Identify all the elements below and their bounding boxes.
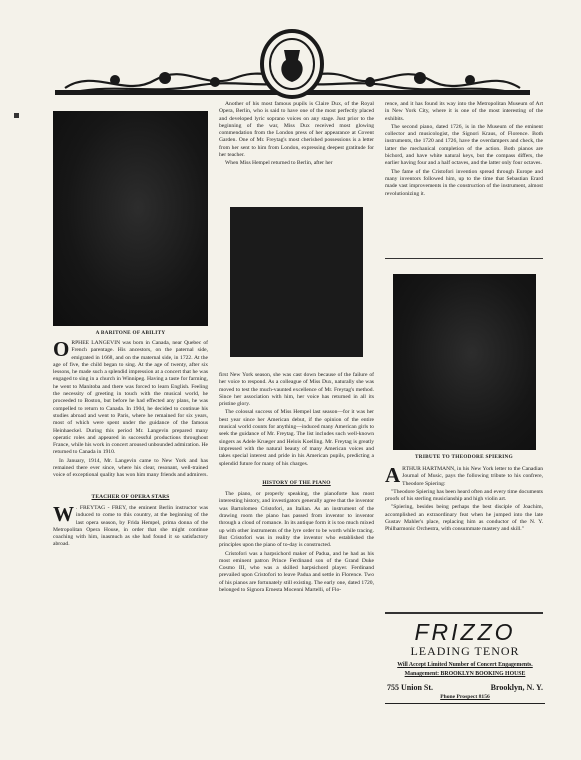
page-mark [14, 113, 19, 118]
piano-paragraph-3: rence, and it has found its way into the Metropolitan Museum of Art in New York City, where it is one of the most interesting of the exhibits. [385, 101, 543, 122]
column-2-top-text [219, 101, 374, 169]
ad-top-rule [385, 612, 543, 614]
spiering-caption: TRIBUTE TO THEODORE SPIERING [415, 454, 513, 460]
langevin-paragraph-2: In January, 1914, Mr. Langevin came to New York and has remained there ever since, where his clear, resonant, well-trained voice of exceptional quality has won him many friends and admirers. [53, 457, 208, 479]
dropcap-a: A [385, 463, 401, 487]
baritone-caption: A BARITONE OF ABILITY [95, 330, 166, 336]
spiering-photo [393, 274, 536, 450]
dropcap-o: O [53, 337, 70, 361]
ad-phone: Phone Prospect 8156 [440, 694, 490, 700]
langevin-paragraph-1: RPHEE LANGEVIN was born in Canada, near Quebec of French parentage. His ancestors, on the paternal side, emigrated in 1668, and on the maternal side, in 1722. At the age of five, the child began to sing. At the age of twenty, after six lessons, he made such a splendid impression at a concert that he was engaged to sing in a church in Winnipeg. Having a taste for farming, he went to Manitoba and there was forced to learn English. Feeling the necessity of greeting in touch with the musical world, he proceeded to Boston, but before he had effected any plans, he was compelled to return to Canada. In 1904, he decided to continue his studies abroad and went to Paris, where he remained for six years, most of which were spent under the guidance of the famous Heinhaeckel. During this period Mr. Langevin prepared many operatic roles and appeared in successful productions throughout France, while his work in concert aroused unbounded admiration. He returned to Canada in 1910. [53, 340, 208, 456]
column-3-top-text [385, 101, 543, 199]
teacher-heading: TEACHER OF OPERA STARS [91, 493, 170, 500]
ad-street: 755 Union St. [387, 683, 434, 692]
spiering-paragraph-1: RTHUR HARTMANN, in his New York letter to the Canadian Journal of Music, pays the following tribute to his confrere, Theodore Spiering: [402, 466, 543, 487]
hempel-photo [230, 207, 363, 357]
piano-history-heading: HISTORY OF THE PIANO [262, 479, 331, 486]
spiering-paragraph-3: "Spiering, besides being perhaps the best disciple of Joachim, accomplished an extraordinary feat when he jumped into the late Gustav Mahler's place, replacing him as conductor of the N. Y. Philharmonic Orchestra, with consummate mastery and skill." [385, 504, 543, 533]
baritone-portrait-photo [53, 111, 208, 326]
column-3-divider [385, 258, 543, 259]
piano-paragraph-2: Cristofori was a harpsichord maker of Padua, and he had as his most eminent patron Prince Ferdinand son of the Grand Duke Cosmo III, who was a skilled harpsichord player. Ferdinand prevailed upon Cristofori to leave Padua and settle in Florence. Two of his pianos are fortunately still existing. The early one, dated 1720, belonged to Signora Ernesta Mocenni Martelli, of Flo- [219, 550, 374, 594]
ad-engagements-line: Will Accept Limited Number of Concert Engagements. [397, 662, 533, 668]
ad-bottom-rule [385, 703, 545, 704]
dropcap-w: W [53, 501, 74, 526]
ad-subtitle: LEADING TENOR [410, 644, 520, 658]
ad-address-row [385, 683, 545, 692]
column-3-bottom-text [385, 463, 543, 535]
ad-name: FRIZZO [414, 619, 516, 645]
piano-paragraph-5: The fame of the Cristofori invention spread through Europe and many inventors followed him, up to the time that Sebastian Erard made vast improvements in the construction of the instrument, almost revolutionizing it. [385, 168, 543, 197]
column-1-text [53, 337, 208, 550]
piano-paragraph-1: The piano, or properly speaking, the pianoforte has most interesting history, and investigators generally agree that the inventor was Bartolomeo Cristofori, an Italian. As an instrument of the drawing room the piano has passed from inventor to inventor through a cloud of romance. In its antique form it is too much mixed up with other instruments of the lyre order to be worth while tracing. But Cristofori was in reality the inventor who established the principles upon the piano of to-day is constructed. [219, 491, 374, 549]
freytag-paragraph-3: When Miss Hempel returned to Berlin, after her [225, 160, 333, 167]
freytag-paragraph-4: first New York season, she was cast down because of the failure of her voice to respond. As a colleague of Miss Dux, naturally she was moved to test the much-vaunted excellence of Mr. Freytag's method. Since her association with him, her voice has returned in all its pristine glory. [219, 372, 374, 408]
spiering-paragraph-2: "Theodore Spiering has been heard often and every time documents proofs of his sterling musicianship and high violin art. [385, 488, 543, 503]
freytag-paragraph-1: . FREYTAG - FREY, the eminent Berlin instructor was induced to come to this country, at the beginning of the last opera season, by Frida Hempel, prima donna of the Metropolitan Opera House, in order that she might continue coaching with him, inasmuch as she had found it so satisfactory abroad. [53, 504, 208, 548]
ornamental-header [55, 28, 530, 100]
piano-paragraph-4: The second piano, dated 1726, is in the Museum of the eminent collector and musicologist, the Signori Kraus, of Florence. Both instruments, the 1720 and 1726, have the overdampers and check, the latter the mechanical completion of the action. Both pianos are bichord, and have white natural keys, but the compass differs, the earlier having four and a half octaves, and the latter only four octaves. [385, 123, 543, 167]
column-2-bottom-text [219, 372, 374, 595]
frizzo-advertisement [385, 617, 545, 732]
freytag-paragraph-5: The colossal success of Miss Hempel last season—for it was her best year since her American debut, if the opinion of the entire musical world counts for anything—induced many American girls to seek the guidance of Mr. Freytag. The list includes such well-known singers as Adele Krueger and Helois Koelling. Mr. Freytag is greatly impressed with the natural beauty of many American voices and takes special interest and pride in his American pupils, predicting a splendid future for many of his charges. [219, 409, 374, 467]
ad-management-line: Management: BROOKLYN BOOKING HOUSE [404, 671, 526, 677]
freytag-paragraph-2: Another of his most famous pupils is Claire Dux, of the Royal Opera, Berlin, who is said to have one of the most perfectly placed and developed lyric soprano voices on any stage. Just prior to the beginning of the war, Miss Dux received most glowing commendation from the London press of her appearance at Covent Garden. One of Mr. Freytag's most cherished possessions is a letter from her sent to him from London, expressing deepest gratitude for her teacher. [219, 101, 374, 159]
ad-city: Brooklyn, N. Y. [490, 683, 543, 692]
